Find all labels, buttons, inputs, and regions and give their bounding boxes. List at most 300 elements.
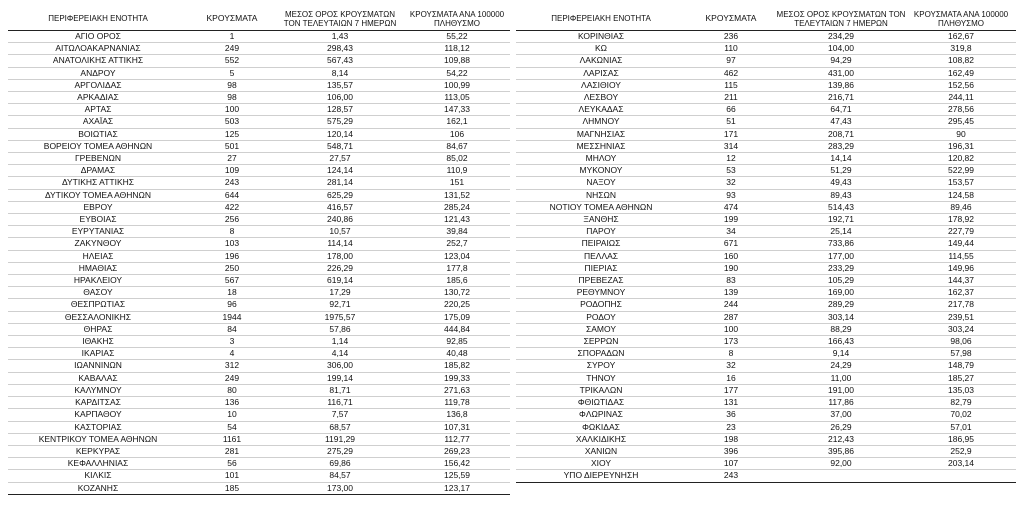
region-cell: ΙΚΑΡΙΑΣ — [81, 348, 115, 359]
region-cell: ΧΙΟΥ — [590, 458, 612, 469]
cases-cell: 53 — [726, 165, 736, 176]
per100k-cell: 178,92 — [948, 214, 974, 225]
avg7-cell: 10,57 — [329, 226, 351, 237]
avg7-cell: 1,43 — [331, 31, 349, 41]
region-cell: ΑΡΤΑΣ — [84, 104, 112, 115]
per100k-cell: 114,55 — [948, 250, 974, 261]
per100k-cell: 113,05 — [444, 92, 470, 103]
avg7-cell: 81,71 — [329, 384, 351, 395]
table-row — [516, 458, 1016, 470]
avg7-cell: 120,14 — [327, 128, 353, 139]
cases-cell: 32 — [726, 360, 736, 371]
region-cell: ΠΡΕΒΕΖΑΣ — [578, 275, 624, 286]
cases-cell: 199 — [723, 214, 739, 225]
cases-cell: 462 — [723, 67, 739, 78]
per100k-cell: 149,44 — [948, 238, 974, 249]
avg7-cell: 51,29 — [830, 165, 852, 176]
avg7-cell: 7,57 — [331, 409, 349, 420]
avg7-cell: 84,57 — [329, 470, 351, 481]
cases-cell: 196 — [224, 250, 240, 261]
per100k-cell: 136,8 — [446, 409, 468, 420]
per100k-cell: 131,52 — [444, 189, 470, 200]
region-cell: ΒΟΙΩΤΙΑΣ — [78, 128, 118, 139]
table-row — [8, 104, 510, 116]
region-cell: ΝΟΤΙΟΥ ΤΟΜΕΑ ΑΘΗΝΩΝ — [549, 201, 653, 212]
cases-cell: 100 — [723, 323, 739, 334]
region-cell: ΘΑΣΟΥ — [83, 287, 113, 298]
table-row — [8, 79, 510, 91]
table-row — [516, 43, 1016, 55]
cases-cell: 115 — [724, 79, 738, 90]
table-row — [516, 153, 1016, 165]
table-row — [516, 384, 1016, 396]
cases-cell: 12 — [726, 153, 736, 164]
avg7-cell: 208,71 — [828, 128, 854, 139]
region-cell: ΑΙΤΩΛΟΑΚΑΡΝΑΝΙΑΣ — [55, 43, 141, 54]
region-cell: ΛΑΡΙΣΑΣ — [583, 67, 619, 78]
per100k-cell: 162,49 — [948, 67, 974, 78]
cases-cell: 136 — [224, 397, 240, 408]
region-cell: ΚΑΛΥΜΝΟΥ — [74, 384, 122, 395]
table-row — [8, 445, 510, 457]
region-cell: ΔΥΤΙΚΟΥ ΤΟΜΕΑ ΑΘΗΝΩΝ — [44, 189, 152, 200]
table-row — [516, 79, 1016, 91]
region-cell: ΓΡΕΒΕΝΩΝ — [75, 153, 121, 164]
per100k-cell: 112,77 — [444, 433, 470, 444]
avg7-cell: 169,00 — [828, 287, 854, 298]
avg7-cell: 47,43 — [830, 116, 852, 127]
per100k-cell: 220,25 — [444, 299, 470, 310]
avg7-cell: 178,00 — [327, 250, 353, 261]
per100k-cell: 118,12 — [444, 43, 470, 54]
table-row — [516, 287, 1016, 299]
cases-cell: 312 — [224, 360, 240, 371]
region-cell: ΡΕΘΥΜΝΟΥ — [576, 287, 626, 298]
cases-cell: 83 — [726, 275, 736, 286]
table-row — [516, 55, 1016, 67]
cases-cell: 173 — [723, 336, 739, 347]
per100k-cell — [906, 470, 1016, 482]
table-row — [516, 397, 1016, 409]
cases-cell: 125 — [224, 128, 240, 139]
avg7-cell: 416,57 — [327, 201, 353, 212]
cases-cell: 287 — [723, 311, 739, 322]
region-cell: ΚΑΣΤΟΡΙΑΣ — [74, 421, 122, 432]
cases-cell: 1944 — [222, 311, 242, 322]
avg7-cell: 114,14 — [327, 238, 353, 249]
per100k-cell: 90 — [956, 128, 966, 139]
region-cell: ΣΑΜΟΥ — [585, 323, 616, 334]
region-cell: ΔΥΤΙΚΗΣ ΑΤΤΙΚΗΣ — [61, 177, 135, 188]
table-row — [8, 262, 510, 274]
cases-cell: 249 — [224, 372, 240, 383]
header-region: ΠΕΡΙΦΕΡΕΙΑΚΗ ΕΝΟΤΗΤΑ — [551, 14, 651, 24]
cases-cell: 107 — [723, 458, 739, 469]
avg7-cell: 226,29 — [327, 262, 353, 273]
region-cell: ΥΠΟ ΔΙΕΡΕΥΝΗΣΗ — [563, 470, 639, 481]
cases-cell: 1 — [229, 31, 235, 41]
region-cell: ΜΑΓΝΗΣΙΑΣ — [576, 128, 626, 139]
cases-cell: 236 — [723, 31, 739, 41]
cases-cell: 474 — [723, 201, 739, 212]
cases-cell: 177 — [723, 384, 739, 395]
region-cell: ΧΑΝΙΩΝ — [584, 445, 618, 456]
per100k-cell: 106 — [449, 128, 465, 139]
avg7-cell: 14,14 — [830, 153, 852, 164]
per100k-cell: 444,84 — [444, 323, 470, 334]
region-cell: ΚΟΡΙΝΘΙΑΣ — [577, 31, 625, 41]
avg7-cell: 240,86 — [327, 214, 353, 225]
avg7-cell: 49,43 — [830, 177, 852, 188]
cases-cell: 32 — [726, 177, 736, 188]
table-row — [516, 67, 1016, 79]
table-body-left — [8, 31, 510, 495]
table-row — [516, 348, 1016, 360]
region-cell: ΣΠΟΡΑΔΩΝ — [577, 348, 625, 359]
table-row — [8, 153, 510, 165]
region-cell: ΝΗΣΩΝ — [585, 189, 617, 200]
avg7-cell: 104,00 — [828, 43, 854, 54]
avg7-cell: 27,57 — [329, 153, 351, 164]
per100k-cell: 39,84 — [446, 226, 468, 237]
avg7-cell: 25,14 — [830, 226, 852, 237]
cases-cell: 185 — [224, 482, 240, 493]
region-cell: ΑΝΑΤΟΛΙΚΗΣ ΑΤΤΙΚΗΣ — [52, 55, 144, 66]
per100k-cell: 199,33 — [444, 372, 470, 383]
cases-table-right — [516, 8, 1016, 483]
per100k-cell: 185,6 — [446, 275, 468, 286]
region-cell: ΘΕΣΠΡΩΤΙΑΣ — [70, 299, 126, 310]
avg7-cell: 1,14 — [331, 336, 349, 347]
per100k-cell: 285,24 — [444, 201, 470, 212]
avg7-cell: 289,29 — [828, 299, 854, 310]
table-row — [516, 445, 1016, 457]
per100k-cell: 217,78 — [948, 299, 974, 310]
avg7-cell: 191,00 — [828, 384, 854, 395]
cases-cell: 552 — [224, 55, 240, 66]
avg7-cell: 57,86 — [329, 323, 351, 334]
table-row — [516, 323, 1016, 335]
region-cell: ΠΑΡΟΥ — [586, 226, 616, 237]
table-row — [8, 372, 510, 384]
per100k-cell: 295,45 — [948, 116, 974, 127]
cases-cell: 96 — [227, 299, 237, 310]
table-row — [8, 275, 510, 287]
per100k-cell: 252,7 — [446, 238, 468, 249]
table-row — [8, 226, 510, 238]
header-avg7: ΜΕΣΟΣ ΟΡΟΣ ΚΡΟΥΣΜΑΤΩΝ ΤΟΝ ΤΕΛΕΥΤΑΙΩΝ 7 ΗΜΕΡΩΝ — [776, 9, 906, 28]
table-row — [516, 360, 1016, 372]
region-cell: ΚΑΡΠΑΘΟΥ — [74, 409, 122, 420]
avg7-cell: 17,29 — [329, 287, 351, 298]
avg7-cell: 124,14 — [327, 165, 353, 176]
table-row — [516, 336, 1016, 348]
cases-cell: 10 — [227, 409, 237, 420]
per100k-cell: 185,27 — [948, 372, 974, 383]
per100k-cell: 100,99 — [444, 79, 470, 90]
table-row — [8, 189, 510, 201]
cases-cell: 8 — [229, 226, 235, 237]
avg7-cell: 431,00 — [828, 67, 854, 78]
avg7-cell: 69,86 — [329, 458, 351, 469]
per100k-cell: 186,95 — [948, 433, 974, 444]
region-cell: ΚΑΒΑΛΑΣ — [78, 372, 118, 383]
region-cell: ΑΓΙΟ ΟΡΟΣ — [75, 31, 121, 41]
cases-cell: 1161 — [222, 433, 242, 444]
region-cell: ΘΕΣΣΑΛΟΝΙΚΗΣ — [64, 311, 132, 322]
per100k-cell: 110,9 — [446, 165, 468, 176]
table-row — [8, 311, 510, 323]
table-row — [8, 140, 510, 152]
table-row — [8, 458, 510, 470]
table-row — [8, 214, 510, 226]
cases-cell: 198 — [723, 433, 739, 444]
avg7-cell: 567,43 — [327, 55, 353, 66]
avg7-cell: 306,00 — [327, 360, 353, 371]
region-cell: ΦΘΙΩΤΙΔΑΣ — [577, 397, 625, 408]
region-cell: ΛΕΥΚΑΔΑΣ — [578, 104, 624, 115]
region-cell: ΚΕΡΚΥΡΑΣ — [75, 445, 121, 456]
per100k-cell: 70,02 — [950, 409, 972, 420]
cases-cell: 16 — [726, 372, 736, 383]
table-row — [8, 421, 510, 433]
per100k-cell: 148,79 — [948, 360, 974, 371]
cases-cell: 101 — [224, 470, 240, 481]
region-cell: ΑΡΓΟΛΙΔΑΣ — [74, 79, 122, 90]
avg7-cell: 105,29 — [828, 275, 854, 286]
avg7-cell: 275,29 — [327, 445, 353, 456]
header-per100k: ΚΡΟΥΣΜΑΤΑ ΑΝΑ 100000 ΠΛΗΘΥΣΜΟ — [409, 9, 505, 28]
region-cell: ΝΑΞΟΥ — [586, 177, 616, 188]
table-row — [8, 470, 510, 482]
per100k-cell: 175,09 — [444, 311, 470, 322]
avg7-cell: 234,29 — [828, 31, 854, 41]
avg7-cell: 303,14 — [828, 311, 854, 322]
region-cell: ΦΛΩΡΙΝΑΣ — [579, 409, 623, 420]
table-row — [8, 55, 510, 67]
per100k-cell: 319,8 — [950, 43, 972, 54]
table-row — [8, 31, 510, 43]
cases-cell: 97 — [726, 55, 736, 66]
per100k-cell: 40,48 — [446, 348, 468, 359]
cases-cell: 171 — [723, 128, 739, 139]
table-row — [516, 470, 1016, 482]
table-row — [516, 104, 1016, 116]
cases-cell: 80 — [227, 384, 237, 395]
avg7-cell: 68,57 — [329, 421, 351, 432]
avg7-cell: 92,00 — [830, 458, 852, 469]
per100k-cell: 152,56 — [948, 79, 974, 90]
header-row — [516, 8, 1016, 31]
table-body-right — [516, 31, 1016, 483]
per100k-cell: 303,24 — [948, 323, 974, 334]
avg7-cell: 199,14 — [327, 372, 353, 383]
cases-cell: 160 — [723, 250, 739, 261]
per100k-cell: 89,46 — [950, 201, 972, 212]
region-cell: ΠΕΛΛΑΣ — [583, 250, 619, 261]
per100k-cell: 119,78 — [444, 397, 470, 408]
per100k-cell: 522,99 — [948, 165, 974, 176]
region-cell: ΕΥΒΟΙΑΣ — [79, 214, 117, 225]
avg7-cell: 8,14 — [331, 67, 349, 78]
table-row — [516, 275, 1016, 287]
cases-cell: 109 — [224, 165, 240, 176]
per100k-cell: 177,8 — [446, 262, 468, 273]
region-cell: ΘΗΡΑΣ — [83, 323, 113, 334]
region-cell: ΑΧΑΪΑΣ — [82, 116, 114, 127]
cases-cell: 256 — [224, 214, 240, 225]
table-row — [8, 482, 510, 494]
region-cell: ΙΩΑΝΝΙΝΩΝ — [74, 360, 122, 371]
per100k-cell: 125,59 — [444, 470, 470, 481]
avg7-cell: 575,29 — [327, 116, 353, 127]
per100k-cell: 55,22 — [446, 31, 468, 41]
region-cell: ΚΕΝΤΡΙΚΟΥ ΤΟΜΕΑ ΑΘΗΝΩΝ — [38, 433, 158, 444]
header-cases: ΚΡΟΥΣΜΑΤΑ — [206, 13, 258, 24]
table-row — [516, 116, 1016, 128]
cases-cell: 211 — [724, 92, 738, 103]
cases-cell: 8 — [728, 348, 734, 359]
cases-cell: 84 — [227, 323, 237, 334]
avg7-cell: 548,71 — [327, 140, 353, 151]
per100k-cell: 269,23 — [444, 445, 470, 456]
avg7-cell: 173,00 — [327, 482, 353, 493]
avg7-cell: 92,71 — [329, 299, 351, 310]
per100k-cell: 120,82 — [948, 153, 974, 164]
table-row — [516, 214, 1016, 226]
avg7-cell: 128,57 — [327, 104, 353, 115]
cases-cell: 503 — [224, 116, 240, 127]
per100k-cell: 121,43 — [444, 214, 470, 225]
avg7-cell: 1975,57 — [324, 311, 356, 322]
cases-cell: 671 — [723, 238, 739, 249]
avg7-cell: 106,00 — [327, 92, 353, 103]
avg7-cell: 625,29 — [327, 189, 353, 200]
cases-cell: 27 — [227, 153, 237, 164]
table-row — [8, 433, 510, 445]
per100k-cell: 149,96 — [948, 262, 974, 273]
cases-cell: 3 — [229, 336, 235, 347]
per100k-cell: 109,88 — [444, 55, 470, 66]
per100k-cell: 123,04 — [444, 250, 470, 261]
region-cell: ΕΥΡΥΤΑΝΙΑΣ — [71, 226, 125, 237]
per100k-cell: 123,17 — [444, 482, 470, 493]
avg7-cell: 116,71 — [327, 397, 353, 408]
per100k-cell: 227,79 — [948, 226, 974, 237]
table-row — [516, 226, 1016, 238]
cases-cell: 644 — [224, 189, 240, 200]
table-row — [516, 421, 1016, 433]
cases-cell: 5 — [229, 67, 235, 78]
avg7-cell: 24,29 — [830, 360, 852, 371]
avg7-cell: 37,00 — [830, 409, 852, 420]
table-row — [8, 165, 510, 177]
table-row — [516, 31, 1016, 43]
per100k-cell: 244,11 — [948, 92, 974, 103]
avg7-cell: 514,43 — [828, 201, 854, 212]
region-cell: ΔΡΑΜΑΣ — [80, 165, 116, 176]
region-cell: ΕΒΡΟΥ — [83, 201, 113, 212]
table-row — [516, 201, 1016, 213]
region-cell: ΚΕΦΑΛΛΗΝΙΑΣ — [67, 458, 129, 469]
region-cell: ΛΗΜΝΟΥ — [582, 116, 620, 127]
table-row — [516, 177, 1016, 189]
region-cell: ΚΑΡΔΙΤΣΑΣ — [75, 397, 121, 408]
region-cell: ΚΙΛΚΙΣ — [84, 470, 112, 481]
region-cell: ΑΡΚΑΔΙΑΣ — [77, 92, 119, 103]
header-row — [8, 8, 510, 31]
avg7-cell: 619,14 — [327, 275, 353, 286]
per100k-cell: 108,82 — [948, 55, 974, 66]
region-cell: ΚΟΖΑΝΗΣ — [77, 482, 119, 493]
cases-cell: 249 — [224, 43, 240, 54]
cases-cell: 51 — [726, 116, 736, 127]
region-cell: ΠΙΕΡΙΑΣ — [584, 262, 618, 273]
region-cell: ΒΟΡΕΙΟΥ ΤΟΜΕΑ ΑΘΗΝΩΝ — [43, 140, 153, 151]
cases-cell: 36 — [726, 409, 736, 420]
region-cell: ΦΩΚΙΔΑΣ — [582, 421, 620, 432]
avg7-cell: 64,71 — [830, 104, 852, 115]
table-row — [8, 238, 510, 250]
avg7-cell: 212,43 — [828, 433, 854, 444]
region-cell: ΗΛΕΙΑΣ — [82, 250, 114, 261]
cases-cell: 18 — [227, 287, 237, 298]
per100k-cell: 196,31 — [948, 140, 974, 151]
table-row — [8, 92, 510, 104]
cases-cell: 190 — [723, 262, 739, 273]
table-row — [516, 189, 1016, 201]
table-row — [8, 336, 510, 348]
per100k-cell: 239,51 — [948, 311, 974, 322]
table-row — [516, 250, 1016, 262]
avg7-cell: 117,86 — [828, 397, 854, 408]
header-cases: ΚΡΟΥΣΜΑΤΑ — [705, 13, 757, 24]
region-cell: ΡΟΔΟΠΗΣ — [580, 299, 622, 310]
cases-cell: 422 — [224, 201, 240, 212]
per100k-cell: 57,98 — [950, 348, 972, 359]
region-cell: ΗΜΑΘΙΑΣ — [78, 262, 118, 273]
avg7-cell: 1191,29 — [324, 433, 356, 444]
table-row — [8, 360, 510, 372]
cases-cell: 314 — [723, 140, 739, 151]
cases-cell: 244 — [723, 299, 739, 310]
per100k-cell: 153,57 — [948, 177, 974, 188]
region-cell: ΛΕΣΒΟΥ — [583, 92, 619, 103]
cases-cell: 93 — [726, 189, 736, 200]
table-row — [8, 397, 510, 409]
region-cell: ΙΘΑΚΗΣ — [82, 336, 114, 347]
table-row — [516, 372, 1016, 384]
per100k-cell: 151 — [449, 177, 465, 188]
region-cell: ΚΩ — [594, 43, 608, 54]
cases-cell: 100 — [224, 104, 240, 115]
table-row — [516, 128, 1016, 140]
region-cell: ΠΕΙΡΑΙΩΣ — [581, 238, 621, 249]
cases-cell: 56 — [227, 458, 237, 469]
table-row — [8, 67, 510, 79]
per100k-cell: 162,1 — [446, 116, 468, 127]
per100k-cell: 92,85 — [446, 336, 468, 347]
per100k-cell: 130,72 — [444, 287, 470, 298]
cases-cell: 34 — [726, 226, 736, 237]
per100k-cell: 144,37 — [948, 275, 974, 286]
avg7-cell: 395,86 — [828, 445, 854, 456]
cases-cell: 103 — [224, 238, 240, 249]
per100k-cell: 54,22 — [446, 67, 468, 78]
cases-cell: 243 — [224, 177, 240, 188]
cases-cell: 23 — [726, 421, 736, 432]
header-avg7: ΜΕΣΟΣ ΟΡΟΣ ΚΡΟΥΣΜΑΤΩΝ ΤΟΝ ΤΕΛΕΥΤΑΙΩΝ 7 ΗΜΕΡΩΝ — [283, 9, 397, 28]
